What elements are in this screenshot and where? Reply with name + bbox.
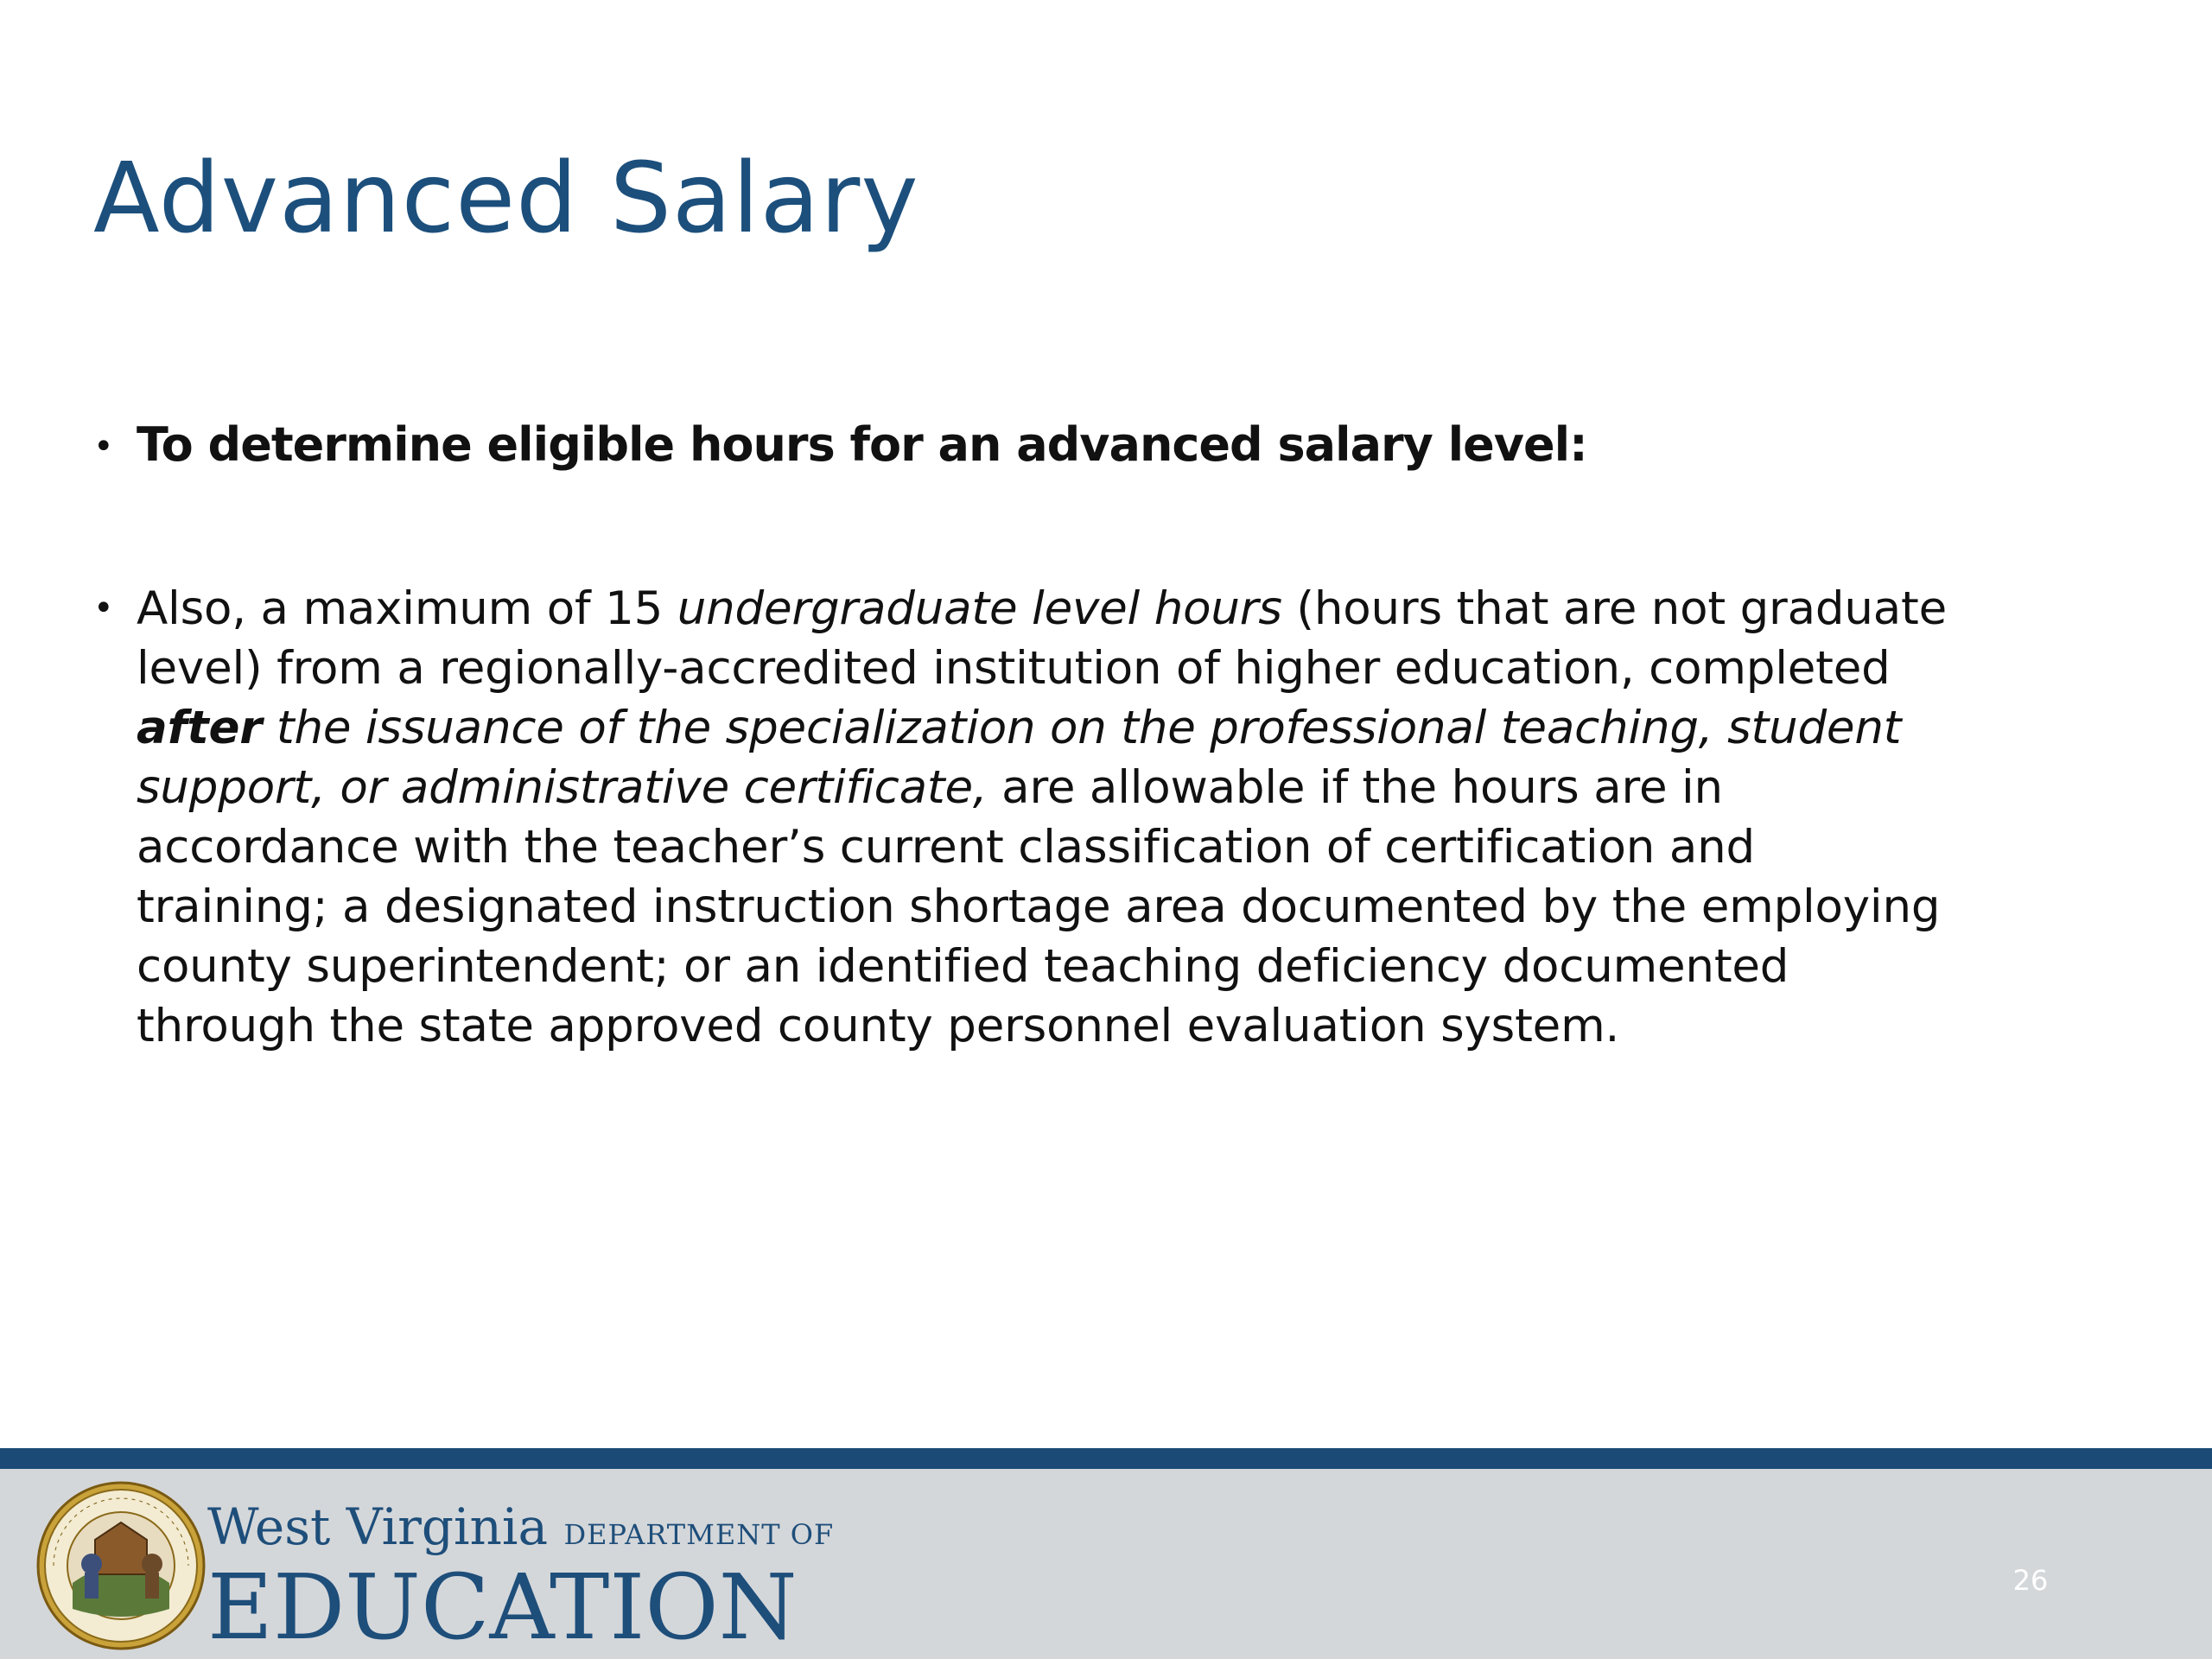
logo-state-name: West Virginia [207, 1497, 549, 1556]
bullet-text-segment: (hours that are not graduate [1281, 582, 1948, 635]
bullet-line: through the state approved county personnel evaluation system. [137, 1000, 1620, 1052]
logo-department-of: DEPARTMENT OF [563, 1518, 835, 1551]
bullet-line: level) from a regionally-accredited institution of higher education, completed [137, 642, 1891, 695]
bullet-text-segment: are allowable if the hours are in [987, 761, 1723, 814]
wv-education-logo [207, 1497, 835, 1659]
bullet-item-undergraduate-hours [93, 579, 2141, 1056]
bullet-text: To determine eligible hours for an advanced salary level: [137, 417, 1587, 472]
bullet-list [93, 415, 2141, 1056]
bullet-text-segment: Also, a maximum of 15 [137, 582, 677, 635]
bullet-text-italic: support, or administrative certificate, [137, 761, 988, 814]
footer-accent-bar [0, 1448, 2212, 1469]
bullet-dot-icon: • [93, 588, 114, 628]
page-number: 26 [2012, 1564, 2049, 1597]
state-seal-icon [35, 1479, 207, 1652]
bullet-line [137, 758, 2141, 817]
bullet-text-italic: undergraduate level hours [677, 582, 1282, 635]
bullet-line: accordance with the teacher’s current classification of certification and [137, 821, 1755, 874]
bullet-text-italic: the issuance of the specialization on the professional teaching, student [262, 702, 1902, 754]
logo-line-1 [207, 1499, 834, 1562]
bullet-dot-icon: • [93, 427, 113, 467]
logo-education: EDUCATION [207, 1554, 798, 1659]
bullet-line: training; a designated instruction shortage area documented by the employing [137, 880, 1941, 933]
bullet-text-bold-italic: after [137, 702, 263, 754]
bullet-line: county superintendent; or an identified teaching deficiency documented [137, 940, 1789, 993]
bullet-line [137, 698, 2141, 758]
bullet-line [137, 579, 2141, 639]
bullet-item-determine-hours [93, 415, 2141, 475]
slide-title: Advanced Salary [93, 143, 919, 255]
